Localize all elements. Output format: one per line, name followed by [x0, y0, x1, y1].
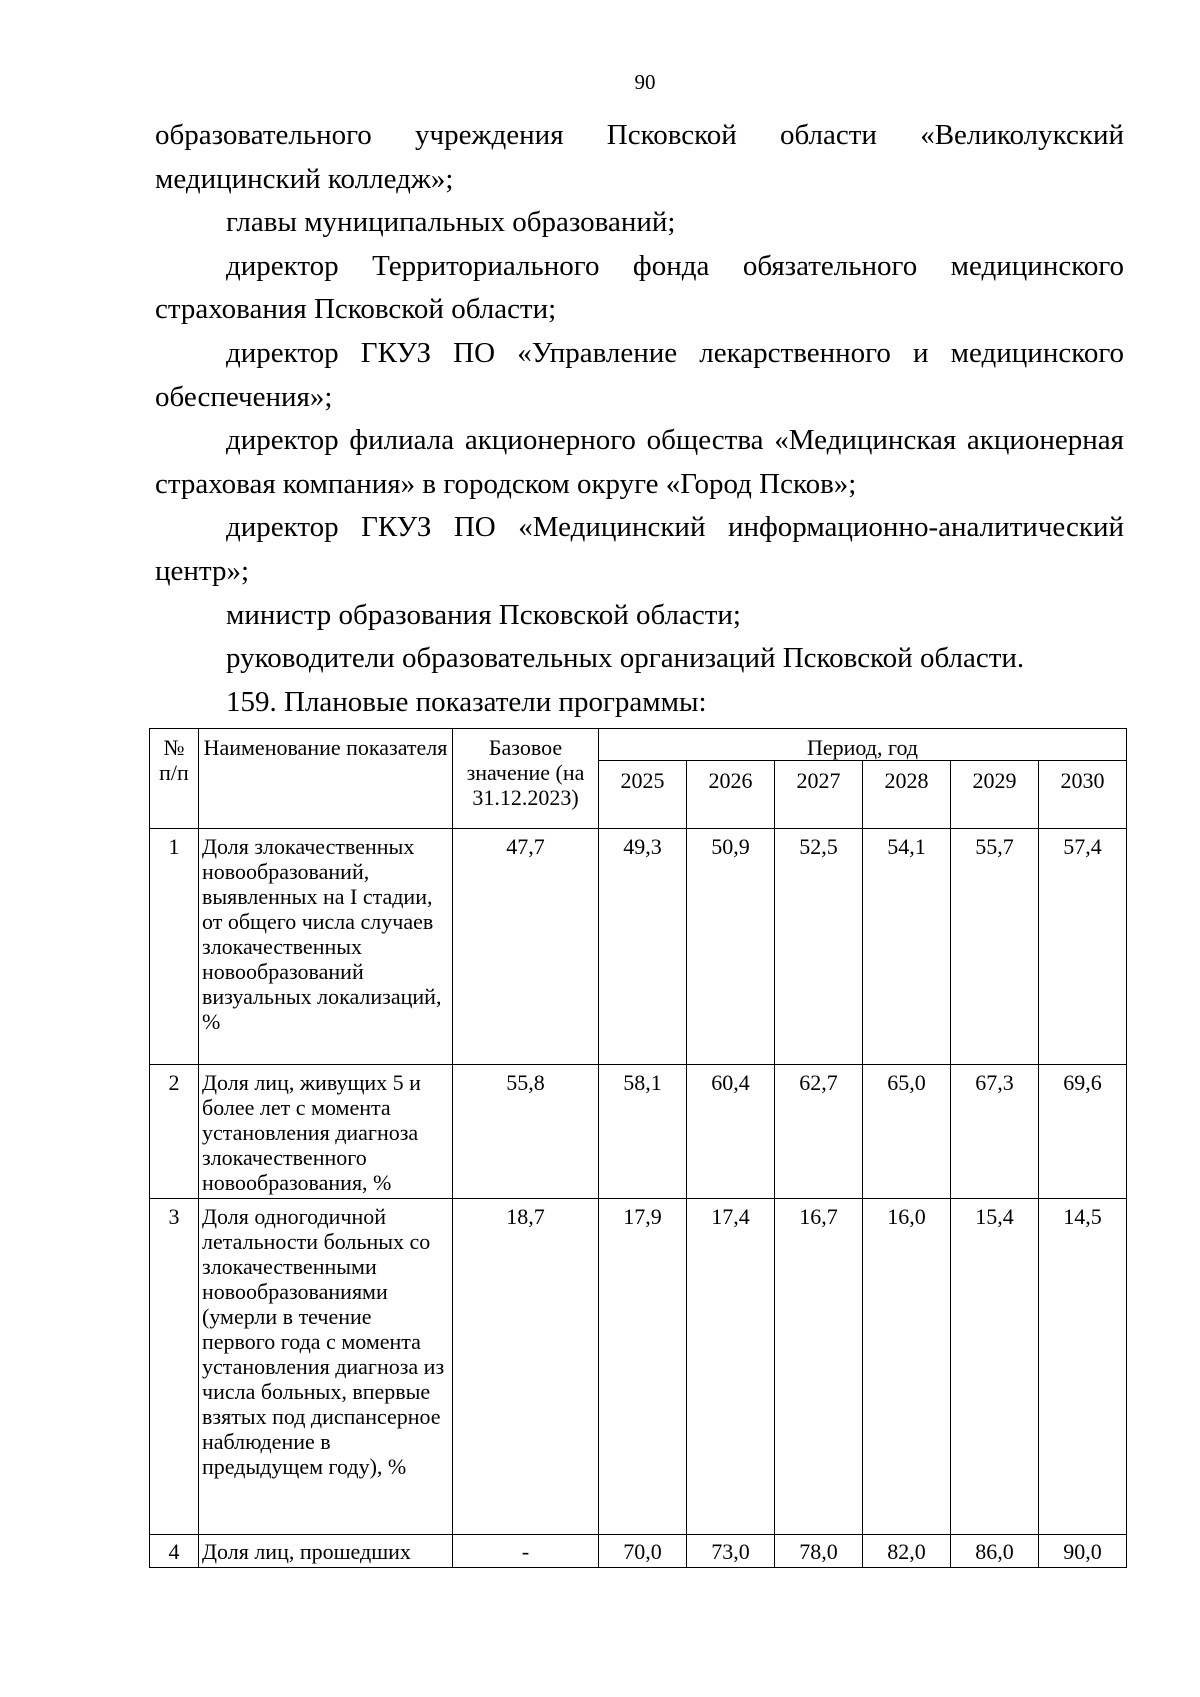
table-row — [150, 1199, 1127, 1535]
row-value: 70,0 — [599, 1535, 687, 1568]
row-value: 73,0 — [687, 1535, 775, 1568]
row-base: - — [453, 1535, 599, 1568]
row-value: 55,7 — [951, 829, 1039, 1065]
row-num: 4 — [150, 1535, 199, 1568]
row-value: 90,0 — [1039, 1535, 1127, 1568]
row-value: 17,9 — [599, 1199, 687, 1535]
row-num: 2 — [150, 1065, 199, 1199]
row-value: 14,5 — [1039, 1199, 1127, 1535]
header-year: 2028 — [863, 761, 951, 829]
row-base: 47,7 — [453, 829, 599, 1065]
section-heading: 159. Плановые показатели программы: — [226, 685, 707, 718]
row-value: 15,4 — [951, 1199, 1039, 1535]
row-value: 57,4 — [1039, 829, 1127, 1065]
indicators-table — [149, 728, 1127, 1568]
body-text — [155, 114, 1124, 724]
header-year: 2026 — [687, 761, 775, 829]
page-number: 90 — [634, 70, 656, 94]
paragraph: руководители образовательных организаций Псковской области. — [226, 642, 1025, 675]
paragraph: главы муниципальных образований; — [226, 206, 676, 239]
header-base: Базовое значение (на 31.12.2023) — [453, 729, 599, 829]
row-value: 52,5 — [775, 829, 863, 1065]
row-value: 50,9 — [687, 829, 775, 1065]
paragraph: директор филиала акционерного общества «Медицинская акционерная страховая компания» в городском округе «Город Псков»; — [155, 424, 1124, 500]
row-base: 55,8 — [453, 1065, 599, 1199]
row-num: 1 — [150, 829, 199, 1065]
paragraph: образовательного учреждения Псковской области «Великолукский медицинский колледж»; — [155, 119, 1124, 195]
table-row — [150, 1065, 1127, 1199]
header-year: 2029 — [951, 761, 1039, 829]
row-value: 16,0 — [863, 1199, 951, 1535]
row-value: 60,4 — [687, 1065, 775, 1199]
paragraph: директор Территориального фонда обязательного медицинского страхования Псковской области; — [155, 249, 1124, 326]
row-value: 16,7 — [775, 1199, 863, 1535]
row-name: Доля лиц, живущих 5 и более лет с момента установления диагноза злокачественного новообразования, % — [199, 1065, 453, 1199]
row-base: 18,7 — [453, 1199, 599, 1535]
row-value: 86,0 — [951, 1535, 1039, 1568]
row-value: 78,0 — [775, 1535, 863, 1568]
row-name: Доля лиц, прошедших — [199, 1535, 453, 1568]
row-num: 3 — [150, 1199, 199, 1535]
table-row — [150, 829, 1127, 1065]
table-row — [150, 1535, 1127, 1568]
row-value: 82,0 — [863, 1535, 951, 1568]
row-value: 58,1 — [599, 1065, 687, 1199]
row-value: 62,7 — [775, 1065, 863, 1199]
row-value: 54,1 — [863, 829, 951, 1065]
table-header-row — [150, 729, 1127, 761]
header-year: 2030 — [1039, 761, 1127, 829]
header-period: Период, год — [599, 729, 1127, 761]
row-value: 65,0 — [863, 1065, 951, 1199]
header-year: 2027 — [775, 761, 863, 829]
paragraph: министр образования Псковской области; — [226, 598, 741, 631]
row-name: Доля злокачественных новообразований, выявленных на I стадии, от общего числа случаев злокачественных новообразований визуальных локализаций, % — [199, 829, 453, 1065]
header-name: Наименование показателя — [199, 729, 453, 829]
row-value: 17,4 — [687, 1199, 775, 1535]
row-value: 67,3 — [951, 1065, 1039, 1199]
paragraph: директор ГКУЗ ПО «Медицинский информационно-аналитический центр»; — [155, 511, 1124, 587]
header-year: 2025 — [599, 761, 687, 829]
header-num: № п/п — [150, 729, 199, 829]
row-value: 49,3 — [599, 829, 687, 1065]
paragraph: директор ГКУЗ ПО «Управление лекарственного и медицинского обеспечения»; — [155, 336, 1124, 413]
row-value: 69,6 — [1039, 1065, 1127, 1199]
row-name: Доля одногодичной летальности больных со злокачественными новообразованиями (умерли в течение первого года с момента установления диагноза из числа больных, впервые взятых под диспансерное наблюдение в предыдущем году), % — [199, 1199, 453, 1535]
